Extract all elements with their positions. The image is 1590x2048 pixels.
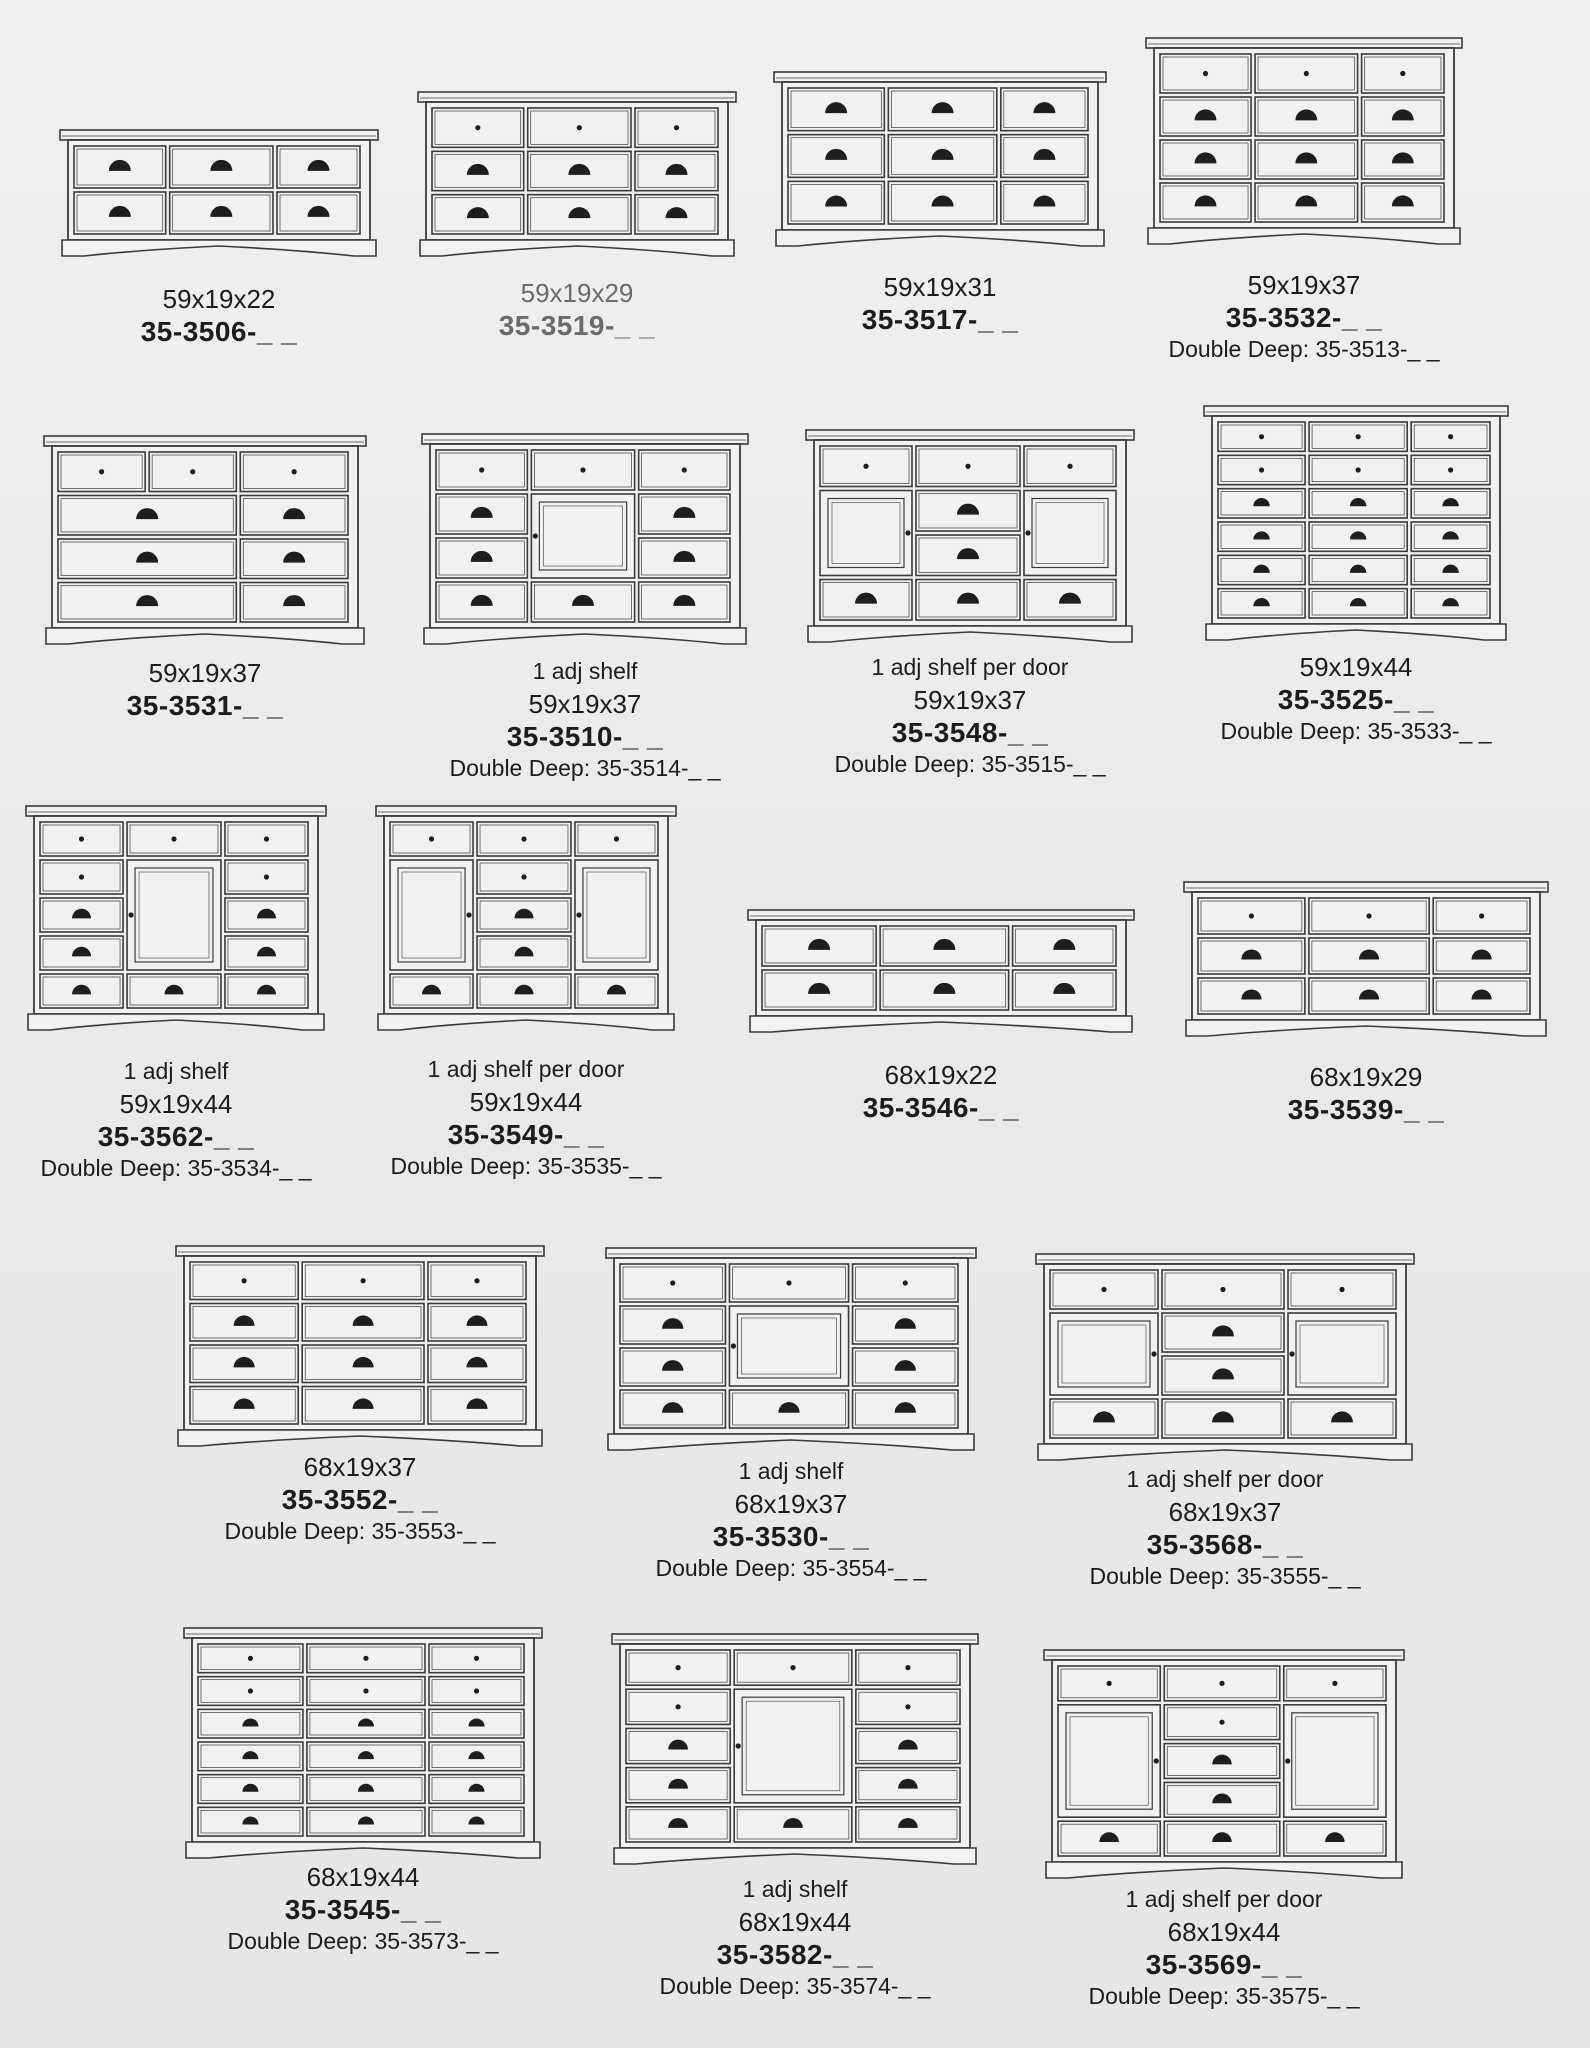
door-knob: [466, 912, 471, 917]
dresser-top: [60, 130, 378, 140]
dresser-top: [176, 1246, 544, 1256]
dresser-drawing: [1034, 1252, 1416, 1462]
dresser-base: [378, 1014, 674, 1030]
knob-pull: [1448, 434, 1453, 439]
shelf-note: 1 adj shelf: [123, 1058, 229, 1084]
knob-pull: [670, 1280, 675, 1285]
door-knob: [1025, 530, 1030, 535]
knob-pull: [905, 1665, 910, 1670]
double-deep-number: Double Deep: 35-3515-_ _: [834, 751, 1106, 777]
model-number: 35-3569-_ _: [1145, 1949, 1303, 1980]
dresser-top: [418, 92, 736, 102]
double-deep-number: Double Deep: 35-3574-_ _: [659, 1973, 931, 1999]
product-35-3545: [182, 1626, 544, 1966]
knob-pull: [1356, 467, 1361, 472]
knob-pull: [790, 1665, 795, 1670]
model-number: 35-3568-_ _: [1146, 1529, 1304, 1560]
dimensions: 59x19x37: [913, 685, 1027, 715]
door-frame: [1050, 1313, 1158, 1395]
model-number: 35-3519-_ _: [498, 310, 656, 341]
knob-pull: [79, 836, 84, 841]
shelf-note: 1 adj shelf per door: [871, 654, 1069, 680]
shelf-note: 1 adj shelf: [742, 1876, 848, 1902]
knob-pull: [1479, 913, 1484, 918]
shelf-note: 1 adj shelf per door: [1125, 1886, 1323, 1912]
dresser-base: [614, 1848, 976, 1864]
dresser-base: [808, 626, 1132, 642]
double-deep-number: Double Deep: 35-3575-_ _: [1088, 1983, 1360, 2009]
knob-pull: [1400, 71, 1405, 76]
model-number: 35-3530-_ _: [712, 1521, 870, 1552]
dresser-base: [1038, 1444, 1412, 1460]
dimensions: 59x19x37: [148, 658, 262, 688]
model-number: 35-3552-_ _: [281, 1484, 439, 1515]
dresser-base: [424, 628, 746, 644]
dimensions: 59x19x29: [520, 278, 634, 308]
door-frame: [127, 860, 221, 970]
double-deep-number: Double Deep: 35-3514-_ _: [449, 755, 721, 781]
door-knob: [533, 533, 538, 538]
dresser-base: [608, 1434, 974, 1450]
dimensions: 68x19x44: [306, 1862, 420, 1892]
knob-pull: [242, 1278, 247, 1283]
knob-pull: [171, 836, 176, 841]
knob-pull: [475, 125, 480, 130]
door-frame: [820, 491, 912, 576]
dimensions: 68x19x37: [303, 1452, 417, 1482]
dimensions: 59x19x31: [883, 272, 997, 302]
knob-pull: [264, 874, 269, 879]
door-frame: [575, 860, 658, 970]
double-deep-number: Double Deep: 35-3573-_ _: [227, 1928, 499, 1954]
double-deep-number: Double Deep: 35-3533-_ _: [1220, 718, 1492, 744]
knob-pull: [521, 836, 526, 841]
dresser-drawing: [182, 1626, 544, 1860]
model-number: 35-3548-_ _: [891, 717, 1049, 748]
product-35-3569: [1042, 1648, 1406, 2012]
product-35-3548: [804, 428, 1136, 784]
model-number: 35-3531-_ _: [126, 690, 284, 721]
door-knob: [1151, 1351, 1156, 1356]
double-deep-number: Double Deep: 35-3534-_ _: [40, 1155, 312, 1181]
knob-pull: [190, 469, 195, 474]
dresser-top: [1204, 406, 1508, 416]
dresser-drawing: [1042, 1648, 1406, 1880]
dresser-drawing: [24, 804, 328, 1032]
shelf-note: 1 adj shelf: [738, 1458, 844, 1484]
dresser-base: [62, 240, 376, 256]
product-35-3562: [24, 804, 328, 1184]
dresser-top: [376, 806, 676, 816]
dresser-top: [26, 806, 326, 816]
shelf-note: 1 adj shelf: [532, 658, 638, 684]
knob-pull: [1107, 1681, 1112, 1686]
door-knob: [731, 1343, 736, 1348]
dresser-top: [1036, 1254, 1414, 1264]
dresser-drawing: [374, 804, 678, 1032]
product-35-3525: [1202, 404, 1510, 754]
knob-pull: [1332, 1681, 1337, 1686]
knob-pull: [248, 1656, 253, 1661]
knob-pull: [429, 836, 434, 841]
knob-pull: [474, 1278, 479, 1283]
knob-pull: [474, 1688, 479, 1693]
knob-pull: [1219, 1681, 1224, 1686]
knob-pull: [1101, 1287, 1106, 1292]
door-knob: [1289, 1351, 1294, 1356]
door-frame: [1058, 1705, 1160, 1817]
dresser-top: [748, 910, 1134, 920]
dresser-top: [806, 430, 1134, 440]
knob-pull: [1259, 434, 1264, 439]
knob-pull: [1339, 1287, 1344, 1292]
dresser-top: [1044, 1650, 1404, 1660]
dimensions: 68x19x22: [884, 1060, 998, 1090]
dresser-top: [44, 436, 366, 446]
knob-pull: [903, 1280, 908, 1285]
knob-pull: [361, 1278, 366, 1283]
dresser-base: [1046, 1862, 1402, 1878]
product-35-3568: [1034, 1252, 1416, 1592]
knob-pull: [363, 1688, 368, 1693]
model-number: 35-3546-_ _: [862, 1092, 1020, 1123]
dresser-top: [422, 434, 748, 444]
dresser-top: [774, 72, 1106, 82]
knob-pull: [674, 125, 679, 130]
knob-pull: [786, 1280, 791, 1285]
dimensions: 59x19x44: [1299, 652, 1413, 682]
dresser-drawing: [772, 70, 1108, 248]
knob-pull: [248, 1688, 253, 1693]
double-deep-number: Double Deep: 35-3553-_ _: [224, 1518, 496, 1544]
dresser-base: [1186, 1020, 1546, 1036]
door-frame: [531, 494, 634, 578]
knob-pull: [965, 464, 970, 469]
dresser-drawing: [1182, 880, 1550, 1038]
product-35-3519: [416, 90, 738, 350]
knob-pull: [675, 1665, 680, 1670]
dresser-top: [1184, 882, 1548, 892]
double-deep-number: Double Deep: 35-3513-_ _: [1168, 336, 1440, 362]
product-35-3530: [604, 1246, 978, 1582]
door-knob: [736, 1743, 741, 1748]
product-35-3539: [1182, 880, 1550, 1130]
knob-pull: [682, 467, 687, 472]
knob-pull: [675, 1704, 680, 1709]
knob-pull: [1356, 434, 1361, 439]
dresser-base: [186, 1842, 540, 1858]
dresser-base: [1206, 624, 1506, 640]
model-number: 35-3582-_ _: [716, 1939, 874, 1970]
door-knob: [128, 912, 133, 917]
dresser-drawing: [420, 432, 750, 646]
dresser-top: [612, 1634, 978, 1644]
knob-pull: [1249, 913, 1254, 918]
dimensions: 68x19x37: [734, 1489, 848, 1519]
dresser-drawing: [1144, 36, 1464, 246]
dresser-drawing: [58, 128, 380, 258]
dresser-drawing: [804, 428, 1136, 644]
double-deep-number: Double Deep: 35-3554-_ _: [655, 1555, 927, 1581]
door-knob: [576, 912, 581, 917]
dresser-top: [184, 1628, 542, 1638]
dresser-drawing: [416, 90, 738, 258]
knob-pull: [363, 1656, 368, 1661]
shelf-note: 1 adj shelf per door: [1126, 1466, 1324, 1492]
door-frame: [390, 860, 473, 970]
model-number: 35-3517-_ _: [861, 304, 1019, 335]
product-35-3552: [174, 1244, 546, 1554]
model-number: 35-3506-_ _: [140, 316, 298, 347]
dresser-base: [1148, 228, 1460, 244]
dimensions: 59x19x37: [528, 689, 642, 719]
knob-pull: [474, 1656, 479, 1661]
model-number: 35-3545-_ _: [284, 1894, 442, 1925]
model-number: 35-3539-_ _: [1287, 1094, 1445, 1125]
dimensions: 68x19x44: [738, 1907, 852, 1937]
knob-pull: [580, 467, 585, 472]
product-35-3506: [58, 128, 380, 368]
dimensions: 68x19x44: [1167, 1917, 1281, 1947]
door-frame: [1288, 1313, 1396, 1395]
knob-pull: [1366, 913, 1371, 918]
product-35-3517: [772, 70, 1108, 350]
knob-pull: [1067, 464, 1072, 469]
knob-pull: [1304, 71, 1309, 76]
dresser-drawing: [174, 1244, 546, 1448]
double-deep-number: Double Deep: 35-3555-_ _: [1089, 1563, 1361, 1589]
knob-pull: [521, 874, 526, 879]
dresser-drawing: [604, 1246, 978, 1452]
knob-pull: [264, 836, 269, 841]
dresser-base: [750, 1016, 1132, 1032]
product-35-3531: [42, 434, 368, 734]
product-35-3532: [1144, 36, 1464, 366]
model-number: 35-3532-_ _: [1225, 302, 1383, 333]
product-35-3582: [610, 1632, 980, 2002]
knob-pull: [577, 125, 582, 130]
knob-pull: [614, 836, 619, 841]
knob-pull: [1259, 467, 1264, 472]
dresser-base: [776, 230, 1104, 246]
door-frame: [734, 1689, 852, 1803]
dresser-base: [178, 1430, 542, 1446]
dresser-base: [420, 240, 734, 256]
knob-pull: [79, 874, 84, 879]
dimensions: 59x19x37: [1247, 270, 1361, 300]
door-knob: [905, 530, 910, 535]
knob-pull: [99, 469, 104, 474]
dresser-drawing: [42, 434, 368, 646]
dresser-drawing: [746, 908, 1136, 1034]
dimensions: 59x19x22: [162, 284, 276, 314]
model-number: 35-3510-_ _: [506, 721, 664, 752]
shelf-note: 1 adj shelf per door: [427, 1056, 625, 1082]
knob-pull: [1220, 1287, 1225, 1292]
model-number: 35-3549-_ _: [447, 1119, 605, 1150]
door-frame: [1024, 491, 1116, 576]
dresser-base: [28, 1014, 324, 1030]
dimensions: 59x19x44: [119, 1089, 233, 1119]
dresser-base: [46, 628, 364, 644]
model-number: 35-3562-_ _: [97, 1121, 255, 1152]
knob-pull: [479, 467, 484, 472]
knob-pull: [863, 464, 868, 469]
knob-pull: [292, 469, 297, 474]
knob-pull: [1219, 1720, 1224, 1725]
knob-pull: [1203, 71, 1208, 76]
dresser-top: [1146, 38, 1462, 48]
dresser-top: [606, 1248, 976, 1258]
product-35-3549: [374, 804, 678, 1184]
product-35-3546: [746, 908, 1136, 1138]
dresser-drawing: [1202, 404, 1510, 642]
door-knob: [1154, 1758, 1159, 1763]
door-knob: [1285, 1758, 1290, 1763]
dimensions: 68x19x29: [1309, 1062, 1423, 1092]
knob-pull: [1448, 467, 1453, 472]
model-number: 35-3525-_ _: [1277, 684, 1435, 715]
knob-pull: [905, 1704, 910, 1709]
dresser-drawing: [610, 1632, 980, 1866]
dimensions: 59x19x44: [469, 1087, 583, 1117]
door-frame: [1284, 1705, 1386, 1817]
dimensions: 68x19x37: [1168, 1497, 1282, 1527]
product-35-3510: [420, 432, 750, 782]
double-deep-number: Double Deep: 35-3535-_ _: [390, 1153, 662, 1179]
